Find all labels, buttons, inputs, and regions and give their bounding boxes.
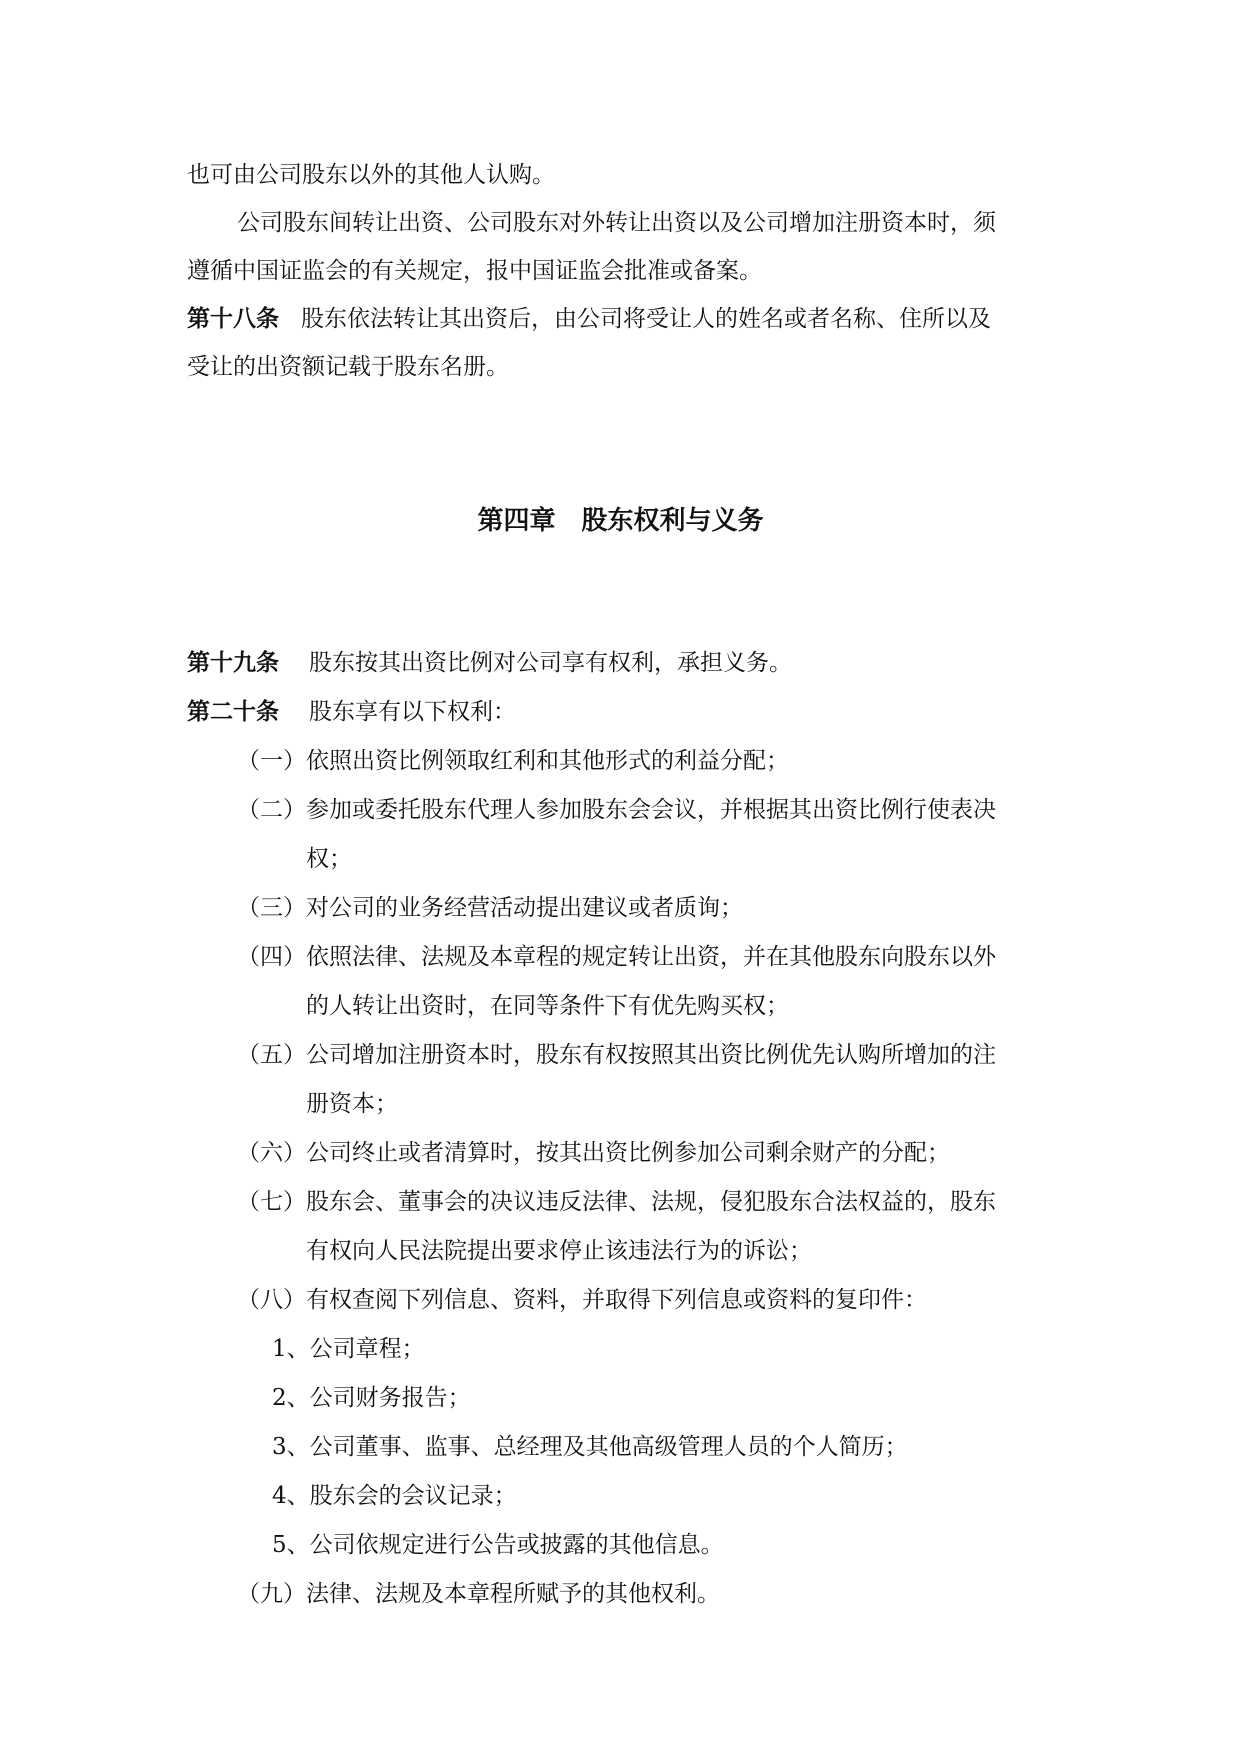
article-label: 第十九条: [187, 650, 279, 676]
right-item-2-cont: 权；: [306, 846, 352, 872]
right-item-7-cont: 有权向人民法院提出要求停止该违法行为的诉讼；: [306, 1238, 812, 1264]
right-item-2: （二）参加或委托股东代理人参加股东会会议，并根据其出资比例行使表决: [237, 797, 996, 823]
sub-item: 3、公司董事、监事、总经理及其他高级管理人员的个人简历；: [272, 1434, 908, 1460]
article-label: 第二十条: [187, 699, 279, 725]
right-item-9: （九）法律、法规及本章程所赋予的其他权利。: [237, 1581, 720, 1607]
right-item-3: （三）对公司的业务经营活动提出建议或者质询；: [237, 895, 743, 921]
article-label: 第十八条: [187, 306, 279, 332]
right-item-4: （四）依照法律、法规及本章程的规定转让出资，并在其他股东向股东以外: [237, 944, 996, 970]
right-item-7: （七）股东会、董事会的决议违反法律、法规，侵犯股东合法权益的，股东: [237, 1189, 996, 1215]
paragraph-line: 遵循中国证监会的有关规定，报中国证监会批准或备案。: [187, 258, 762, 284]
right-item-5-cont: 册资本；: [306, 1091, 398, 1117]
article-20: [187, 697, 516, 727]
article-text: 股东按其出资比例对公司享有权利，承担义务。: [309, 650, 792, 676]
chapter-title: 第四章 股东权利与义务: [477, 506, 764, 536]
article-text: 股东依法转让其出资后，由公司将受让人的姓名或者名称、住所以及: [301, 306, 991, 332]
paragraph-line: 受让的出资额记载于股东名册。: [187, 354, 509, 380]
sub-item: 4、股东会的会议记录；: [272, 1483, 517, 1509]
article-text: 股东享有以下权利：: [309, 699, 516, 725]
article-18: [187, 304, 991, 334]
paragraph-line: 也可由公司股东以外的其他人认购。: [187, 162, 555, 188]
right-item-8: （八）有权查阅下列信息、资料，并取得下列信息或资料的复印件：: [237, 1287, 927, 1313]
right-item-4-cont: 的人转让出资时，在同等条件下有优先购买权；: [306, 993, 789, 1019]
article-19: [187, 648, 792, 678]
right-item-1: （一）依照出资比例领取红利和其他形式的利益分配；: [237, 748, 789, 774]
sub-item: 2、公司财务报告；: [272, 1385, 471, 1411]
sub-item: 1、公司章程；: [272, 1336, 425, 1362]
right-item-5: （五）公司增加注册资本时，股东有权按照其出资比例优先认购所增加的注: [237, 1042, 996, 1068]
sub-item: 5、公司依规定进行公告或披露的其他信息。: [272, 1532, 724, 1558]
paragraph-line: 公司股东间转让出资、公司股东对外转让出资以及公司增加注册资本时，须: [237, 210, 996, 236]
right-item-6: （六）公司终止或者清算时，按其出资比例参加公司剩余财产的分配；: [237, 1140, 950, 1166]
